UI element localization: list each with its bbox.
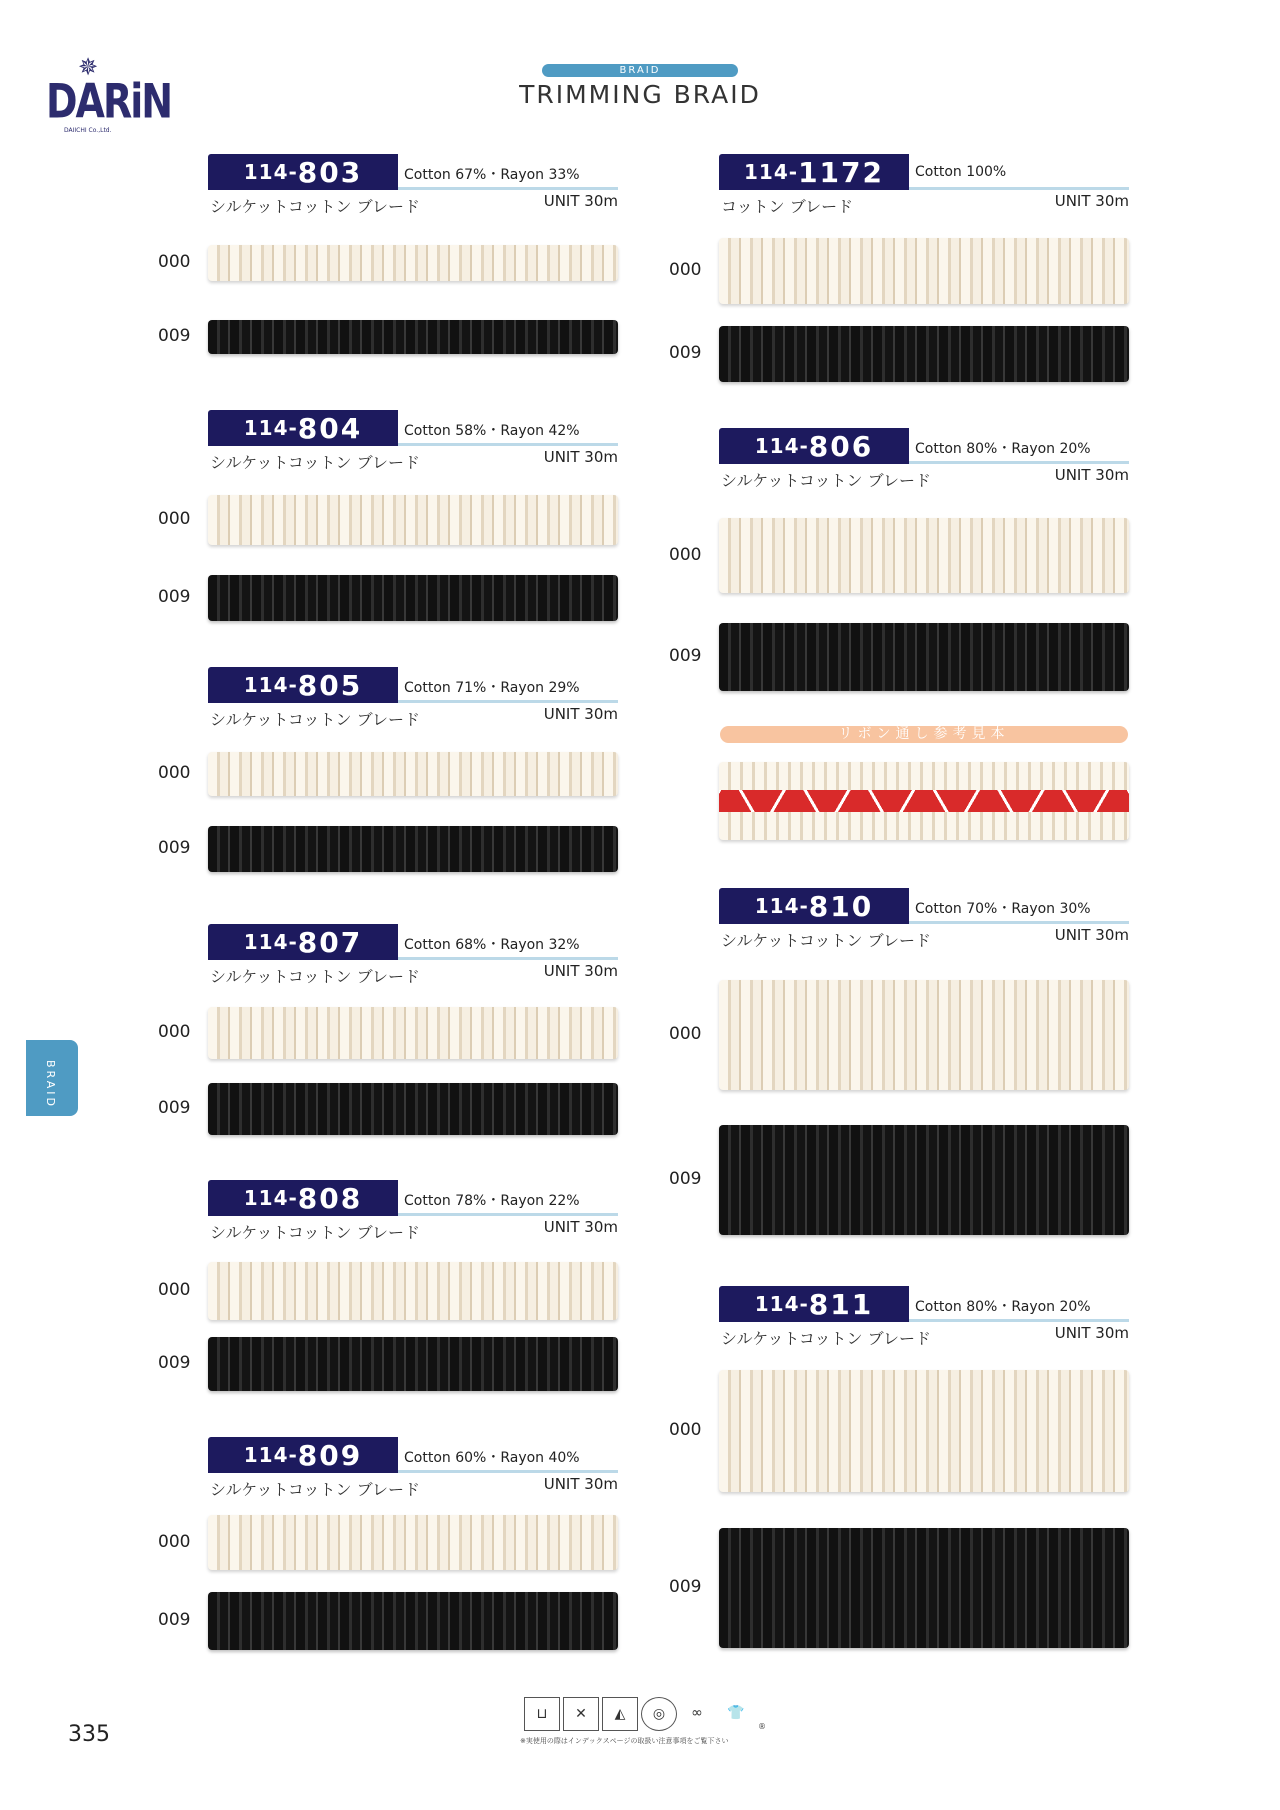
braid-swatch-cream (719, 238, 1129, 304)
product-name: シルケットコットン ブレード (721, 471, 931, 490)
product-code-number: 807 (297, 925, 363, 959)
care-note: ※実使用の際はインデックスページの取扱い注意事項をご覧下さい (520, 1737, 729, 1745)
product-unit: UNIT 30m (1054, 466, 1129, 484)
side-index-tab[interactable] (26, 1040, 78, 1116)
product-composition: Cotton 68%・Rayon 32% (404, 937, 580, 953)
color-code-label: 000 (669, 260, 702, 280)
ribbon-threaded-swatch (719, 762, 1129, 840)
product-name: シルケットコットン ブレード (210, 1223, 420, 1242)
product-unit: UNIT 30m (543, 192, 618, 210)
product-unit: UNIT 30m (1054, 926, 1129, 944)
color-code-label: 009 (158, 1353, 191, 1373)
braid-swatch-black (719, 1528, 1129, 1648)
product-composition: Cotton 67%・Rayon 33% (404, 167, 580, 183)
product-code-number: 806 (808, 429, 874, 463)
product-code-number: 805 (297, 668, 363, 702)
color-code-label: 000 (158, 1022, 191, 1042)
color-code-label: 000 (158, 763, 191, 783)
star-icon: ✵ (78, 53, 99, 81)
product-code (719, 1286, 909, 1322)
product-name: シルケットコットン ブレード (721, 1329, 931, 1348)
product-code-prefix: 114- (754, 1292, 809, 1316)
composition-divider (909, 187, 1129, 190)
product-code-number: 1172 (798, 155, 884, 189)
braid-swatch-cream (719, 518, 1129, 593)
product-code (719, 154, 909, 190)
product-unit: UNIT 30m (1054, 1324, 1129, 1342)
composition-divider (398, 443, 618, 446)
product-unit: UNIT 30m (543, 1475, 618, 1493)
braid-swatch-cream (208, 495, 618, 545)
product-composition: Cotton 80%・Rayon 20% (915, 1299, 1091, 1315)
braid-swatch-black (719, 1125, 1129, 1235)
product-code-prefix: 114- (243, 673, 298, 697)
brand-logo (46, 53, 172, 135)
product-unit: UNIT 30m (543, 705, 618, 723)
ribbon-sample-label: リボン通し参考見本 (720, 726, 1128, 743)
product-code-number: 811 (808, 1287, 874, 1321)
product-code-prefix: 114- (243, 1443, 298, 1467)
color-code-label: 000 (158, 1531, 191, 1552)
side-tab-label: BRAID (44, 1060, 57, 1109)
color-code-label: 009 (669, 1169, 702, 1189)
product-composition: Cotton 60%・Rayon 40% (404, 1450, 580, 1466)
composition-divider (398, 187, 618, 190)
product-code-number: 809 (297, 1438, 363, 1472)
logo-text: DARiN (46, 73, 172, 129)
braid-swatch-cream (208, 245, 618, 281)
color-code-label: 000 (669, 1420, 702, 1440)
registered-mark: ® (758, 1722, 766, 1731)
product-code (208, 410, 398, 446)
color-code-label: 009 (669, 1577, 702, 1597)
product-code-number: 804 (297, 411, 363, 445)
braid-swatch-black (208, 1083, 618, 1135)
color-code-label: 000 (158, 252, 191, 272)
braid-swatch-black (208, 575, 618, 621)
product-name: シルケットコットン ブレード (210, 967, 420, 986)
composition-divider (398, 957, 618, 960)
product-name: コットン ブレード (721, 197, 854, 216)
color-code-label: 009 (158, 326, 191, 346)
product-code (208, 924, 398, 960)
composition-divider (398, 1213, 618, 1216)
braid-swatch-black (208, 1592, 618, 1650)
shirt-icon: 👕 (727, 1705, 745, 1721)
color-code-label: 000 (669, 544, 702, 565)
product-code (208, 154, 398, 190)
header-category-pill: BRAID (542, 64, 738, 77)
color-code-label: 009 (158, 1610, 191, 1630)
product-code (208, 1180, 398, 1216)
wash-30-icon: ⊔ (524, 1697, 560, 1731)
braid-swatch-black (719, 623, 1129, 691)
braid-swatch-black (208, 320, 618, 354)
braid-swatch-black (208, 1337, 618, 1391)
product-unit: UNIT 30m (543, 448, 618, 466)
braid-swatch-cream (719, 1370, 1129, 1492)
color-code-label: 000 (158, 1280, 191, 1300)
product-code-prefix: 114- (754, 434, 809, 458)
product-code (719, 888, 909, 924)
composition-divider (398, 1470, 618, 1473)
color-code-label: 000 (669, 1024, 702, 1044)
product-code-number: 810 (808, 889, 874, 923)
product-name: シルケットコットン ブレード (210, 710, 420, 729)
product-code-prefix: 114- (243, 1186, 298, 1210)
product-composition: Cotton 100% (915, 164, 1007, 180)
braid-swatch-black (208, 826, 618, 872)
color-code-label: 009 (669, 343, 702, 363)
braid-swatch-black (719, 326, 1129, 382)
braid-swatch-cream (208, 752, 618, 796)
product-unit: UNIT 30m (543, 1218, 618, 1236)
product-code (719, 428, 909, 464)
dry-clean-icon: ◎ (641, 1697, 677, 1731)
iron-low-icon: ◭ (602, 1697, 638, 1731)
composition-divider (909, 1319, 1129, 1322)
page-number: 335 (68, 1722, 110, 1747)
product-code-prefix: 114- (243, 160, 298, 184)
product-composition: Cotton 70%・Rayon 30% (915, 901, 1091, 917)
care-symbols (524, 1697, 756, 1735)
product-name: シルケットコットン ブレード (721, 931, 931, 950)
braid-swatch-cream (719, 980, 1129, 1090)
composition-divider (909, 921, 1129, 924)
color-code-label: 009 (158, 1098, 191, 1118)
product-code-number: 808 (297, 1181, 363, 1215)
logo-subtext: DAIICHI Co.,Ltd. (64, 127, 112, 134)
product-name: シルケットコットン ブレード (210, 197, 420, 216)
product-composition: Cotton 78%・Rayon 22% (404, 1193, 580, 1209)
composition-divider (909, 461, 1129, 464)
product-composition: Cotton 80%・Rayon 20% (915, 441, 1091, 457)
product-code-prefix: 114- (243, 930, 298, 954)
product-code-prefix: 114- (744, 160, 799, 184)
product-name: シルケットコットン ブレード (210, 453, 420, 472)
product-code (208, 667, 398, 703)
braid-swatch-cream (208, 1007, 618, 1059)
color-code-label: 009 (158, 587, 191, 607)
product-code (208, 1437, 398, 1473)
product-code-number: 803 (297, 155, 363, 189)
braid-swatch-cream (208, 1262, 618, 1320)
product-code-prefix: 114- (754, 894, 809, 918)
product-composition: Cotton 58%・Rayon 42% (404, 423, 580, 439)
color-code-label: 000 (158, 509, 191, 529)
no-tumble-icon: ∞ (691, 1705, 703, 1721)
product-composition: Cotton 71%・Rayon 29% (404, 680, 580, 696)
product-name: シルケットコットン ブレード (210, 1480, 420, 1499)
color-code-label: 009 (669, 646, 702, 666)
braid-swatch-cream (208, 1515, 618, 1570)
red-ribbon (719, 790, 1129, 812)
page-title: TRIMMING BRAID (519, 80, 761, 109)
product-code-prefix: 114- (243, 416, 298, 440)
no-bleach-icon: ✕ (563, 1697, 599, 1731)
product-unit: UNIT 30m (1054, 192, 1129, 210)
color-code-label: 009 (158, 838, 191, 858)
product-unit: UNIT 30m (543, 962, 618, 980)
composition-divider (398, 700, 618, 703)
